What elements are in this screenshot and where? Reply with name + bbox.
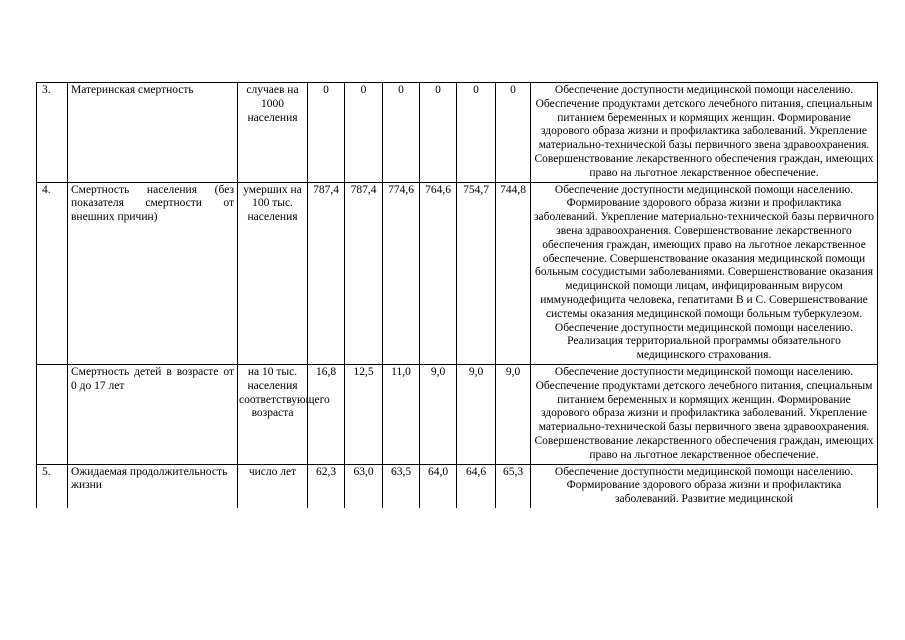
measures-text: Обеспечение доступности медицинской помощи населению. Обеспечение продуктами детского лечебного питания, специальным питанием беременных и кормящих женщин. Формирование здорового образа жизни и профилактика заболеваний. Укрепление материально-технической базы первичного звена здравоохранения. Совершенствование лекарственного обеспечения граждан, имеющих право на льготное лекарственное обеспечение.	[531, 83, 878, 183]
value-cell: 764,6	[420, 182, 457, 364]
value-cell: 0	[496, 83, 531, 183]
unit-of-measure: умерших на 100 тыс. населения	[238, 182, 308, 364]
row-number	[37, 364, 68, 464]
value-cell: 774,6	[383, 182, 420, 364]
value-cell: 16,8	[308, 364, 345, 464]
value-cell: 9,0	[420, 364, 457, 464]
value-cell: 787,4	[345, 182, 383, 364]
table-row	[37, 464, 878, 508]
value-cell: 754,7	[457, 182, 496, 364]
value-cell: 63,0	[345, 464, 383, 508]
row-number: 3.	[37, 83, 68, 183]
value-cell: 63,5	[383, 464, 420, 508]
value-cell: 9,0	[457, 364, 496, 464]
indicators-table	[36, 82, 878, 508]
unit-of-measure: случаев на 1000 населения	[238, 83, 308, 183]
unit-of-measure: число лет	[238, 464, 308, 508]
value-cell: 787,4	[308, 182, 345, 364]
unit-of-measure: на 10 тыс. населения соответствующего возраста	[238, 364, 308, 464]
measures-text: Обеспечение доступности медицинской помощи населению. Формирование здорового образа жизни и профилактика заболеваний. Развитие медицинской	[531, 464, 878, 508]
value-cell: 64,0	[420, 464, 457, 508]
value-cell: 62,3	[308, 464, 345, 508]
table-row	[37, 182, 878, 364]
value-cell: 0	[345, 83, 383, 183]
row-number: 4.	[37, 182, 68, 364]
value-cell: 0	[308, 83, 345, 183]
value-cell: 0	[383, 83, 420, 183]
row-number: 5.	[37, 464, 68, 508]
value-cell: 11,0	[383, 364, 420, 464]
value-cell: 744,8	[496, 182, 531, 364]
indicator-name: Материнская смертность	[68, 83, 238, 183]
value-cell: 0	[457, 83, 496, 183]
table-row	[37, 83, 878, 183]
value-cell: 65,3	[496, 464, 531, 508]
value-cell: 9,0	[496, 364, 531, 464]
value-cell: 64,6	[457, 464, 496, 508]
measures-text: Обеспечение доступности медицинской помощи населению. Обеспечение продуктами детского лечебного питания, специальным питанием беременных и кормящих женщин. Формирование здорового образа жизни и профилактика заболеваний. Укрепление материально-технической базы первичного звена здравоохранения. Совершенствование лекарственного обеспечения граждан, имеющих право на льготное лекарственное обеспечение.	[531, 364, 878, 464]
measures-text: Обеспечение доступности медицинской помощи населению. Формирование здорового образа жизни и профилактика заболеваний. Укрепление материально-технической базы первичного звена здравоохранения. Совершенствование лекарственного обеспечения граждан, имеющих право на льготное лекарственное обеспечение. Совершенствование оказания медицинской помощи больным сосудистыми заболеваниями. Совершенствование оказания медицинской помощи лицам, инфицированным вирусом иммунодефицита человека, гепатитами B и C. Совершенствование системы оказания медицинской помощи больным туберкулезом. Обеспечение доступности медицинской помощи населению. Реализация территориальной программы обязательного медицинского страхования.	[531, 182, 878, 364]
value-cell: 12,5	[345, 364, 383, 464]
indicator-name: Смертность детей в возрасте от 0 до 17 лет	[68, 364, 238, 464]
table-row	[37, 364, 878, 464]
value-cell: 0	[420, 83, 457, 183]
indicator-name: Ожидаемая продолжительность жизни	[68, 464, 238, 508]
indicator-name: Смертность населения (без показателя смертности от внешних причин)	[68, 182, 238, 364]
